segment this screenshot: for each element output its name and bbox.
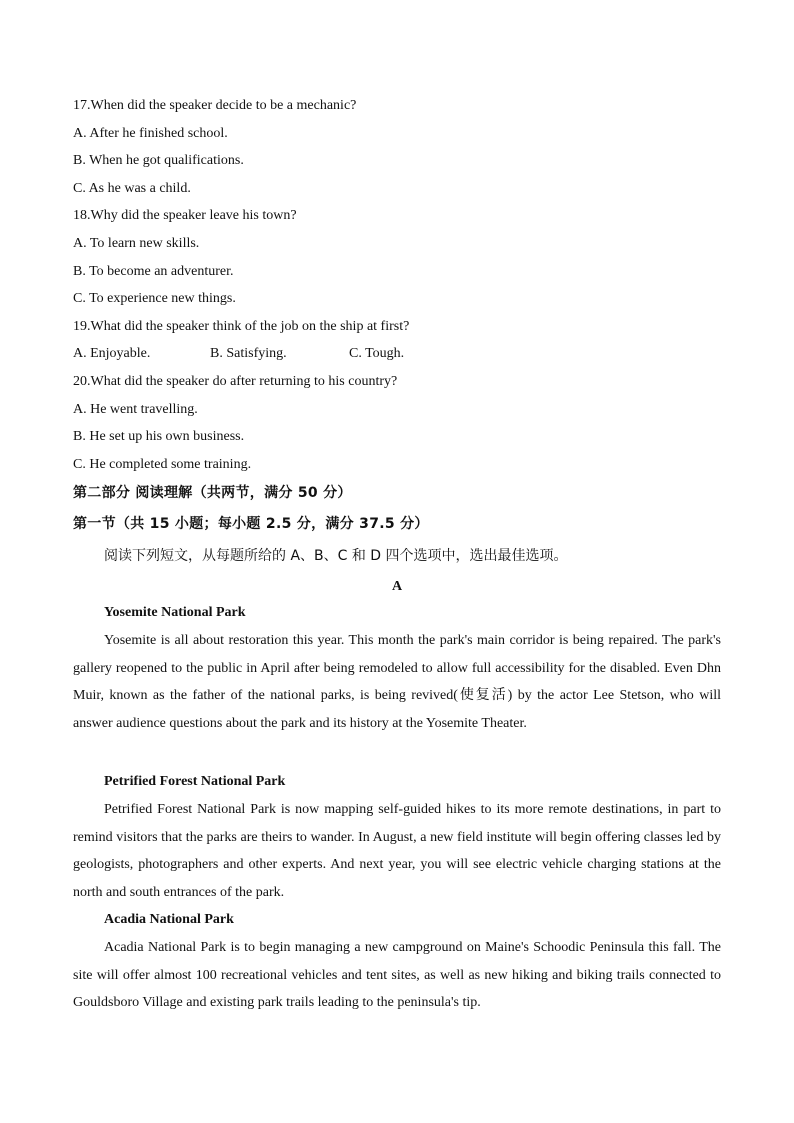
question-20-option-a: A. He went travelling. [73,402,198,417]
question-18-option-c: C. To experience new things. [73,291,236,306]
question-18-option-a: A. To learn new skills. [73,236,200,251]
question-20-option-c: C. He completed some training. [73,457,252,472]
question-18-stem: 18.Why did the speaker leave his town? [73,208,297,223]
passage-label: A [391,579,403,594]
question-20-stem: 20.What did the speaker do after returning to his country? [73,374,398,389]
question-19-option-c: C. Tough. [349,346,405,361]
question-17-option-b: B. When he got qualifications. [73,153,244,168]
park-paragraph-acadia: Acadia National Park is to begin managing a new campground on Maine's Schoodic Peninsula this fall. The site will offer almost 100 recreational vehicles and tent sites, as well as new hiking and biking trails connected to Gouldsboro Village and existing park trails leading to the peninsula's tip. [73,940,721,1011]
park-paragraph-yosemite: Yosemite is all about restoration this year. This month the park's main corridor is being repaired. The park's gallery reopened to the public in April after being remodeled to allow full accessibility for the disabled. Even Dhn Muir, known as the father of the national parks, is being revived(使复活) by the actor Lee Stetson, who will answer audience questions about the park and its history at the Yosemite Theater. [73,633,721,731]
park-heading-yosemite: Yosemite National Park [104,605,246,620]
question-17-stem: 17.When did the speaker decide to be a mechanic? [73,98,357,113]
question-19-stem: 19.What did the speaker think of the job on the ship at first? [73,319,410,334]
question-20-option-b: B. He set up his own business. [73,429,245,444]
question-19-option-b: B. Satisfying. [210,346,287,361]
part-title: 第二部分 阅读理解（共两节，满分 50 分） [73,485,352,501]
question-19-option-a: A. Enjoyable. [73,346,151,361]
park-paragraph-petrified-forest: Petrified Forest National Park is now mapping self-guided hikes to its more remote destinations, in part to remind visitors that the parks are theirs to wander. In August, a new field institute will begin offering classes led by geologists, photographers and other experts. And next year, you will see electric vehicle charging stations at the north and south entrances of the park. [73,802,721,900]
section-title: 第一节（共 15 小题；每小题 2.5 分，满分 37.5 分） [73,516,429,532]
question-17-option-a: A. After he finished school. [73,126,228,141]
park-heading-acadia: Acadia National Park [104,912,234,927]
park-heading-petrified-forest: Petrified Forest National Park [104,774,286,789]
question-17-option-c: C. As he was a child. [73,181,191,196]
instruction: 阅读下列短文，从每题所给的 A、B、C 和 D 四个选项中，选出最佳选项。 [104,548,568,564]
question-18-option-b: B. To become an adventurer. [73,264,234,279]
